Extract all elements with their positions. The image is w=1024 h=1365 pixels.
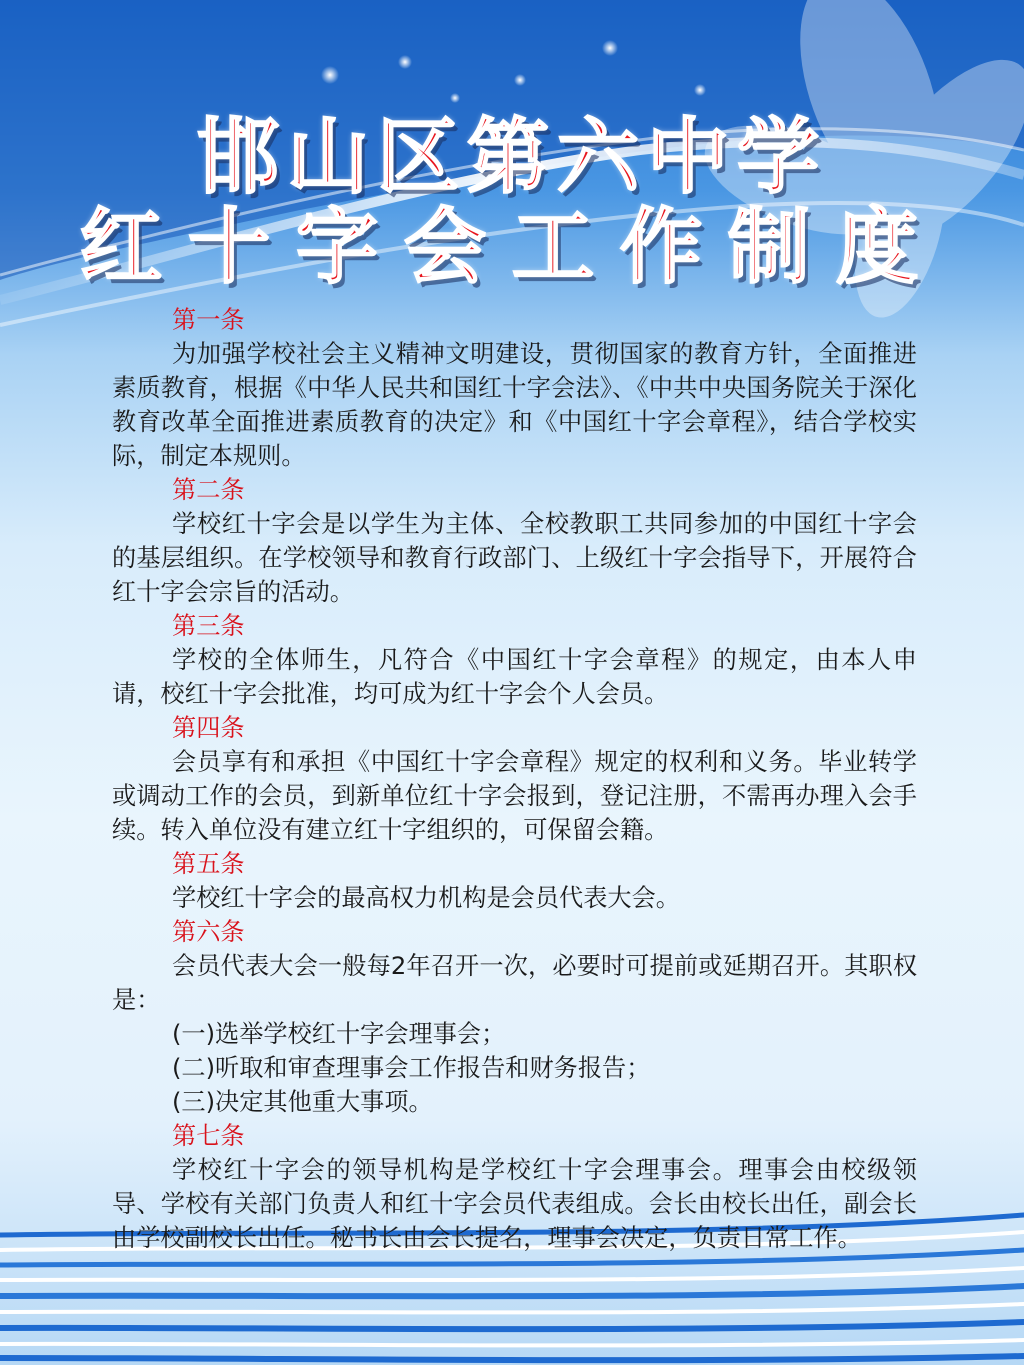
article-4 xyxy=(112,711,917,847)
article-heading: 第六条 xyxy=(172,918,245,946)
article-heading: 第三条 xyxy=(172,612,245,640)
title-line-1: 邯山区第六中学 xyxy=(196,110,827,205)
article-heading: 第二条 xyxy=(172,476,245,504)
article-paragraph: 学校红十字会的最高权力机构是会员代表大会。 xyxy=(172,884,680,912)
article-5 xyxy=(112,847,917,915)
article-paragraph: 学校红十字会是以学生为主体、全校教职工共同参加的中国红十字会的基层组织。在学校领导和教育行政部门、上级红十字会指导下，开展符合红十字会宗旨的活动。 xyxy=(112,510,917,606)
article-1 xyxy=(112,303,917,473)
article-heading: 第四条 xyxy=(172,714,245,742)
list-item: (二)听取和审查理事会工作报告和财务报告； xyxy=(172,1054,651,1082)
article-paragraph: 会员代表大会一般每2年召开一次，必要时可提前或延期召开。其职权是： xyxy=(112,952,917,1014)
article-7 xyxy=(112,1119,917,1255)
article-heading: 第一条 xyxy=(172,306,245,334)
articles-body xyxy=(112,303,917,1255)
article-paragraph: 为加强学校社会主义精神文明建设，贯彻国家的教育方针，全面推进素质教育，根据《中华人民共和国红十字会法》、《中共中央国务院关于深化教育改革全面推进素质教育的决定》和《中国红十字会章程》，结合学校实际，制定本规则。 xyxy=(112,340,917,470)
title-line-2: 红十字会工作制度 xyxy=(79,200,944,295)
article-paragraph: 学校红十字会的领导机构是学校红十字会理事会。理事会由校级领导、学校有关部门负责人和红十字会员代表组成。会长由校长出任，副会长由学校副校长出任。秘书长由会长提名，理事会决定，负责日常工作。 xyxy=(112,1156,917,1252)
article-heading: 第七条 xyxy=(172,1122,245,1150)
article-paragraph: 学校的全体师生，凡符合《中国红十字会章程》的规定，由本人申请，校红十字会批准，均可成为红十字会个人会员。 xyxy=(112,646,917,708)
article-3 xyxy=(112,609,917,711)
article-2 xyxy=(112,473,917,609)
article-6 xyxy=(112,915,917,1119)
list-item: (一)选举学校红十字会理事会； xyxy=(172,1020,506,1048)
article-heading: 第五条 xyxy=(172,850,245,878)
article-list xyxy=(112,1017,917,1119)
list-item: (三)决定其他重大事项。 xyxy=(172,1088,433,1116)
article-paragraph: 会员享有和承担《中国红十字会章程》规定的权利和义务。毕业转学或调动工作的会员，到新单位红十字会报到，登记注册，不需再办理入会手续。转入单位没有建立红十字组织的，可保留会籍。 xyxy=(112,748,917,844)
